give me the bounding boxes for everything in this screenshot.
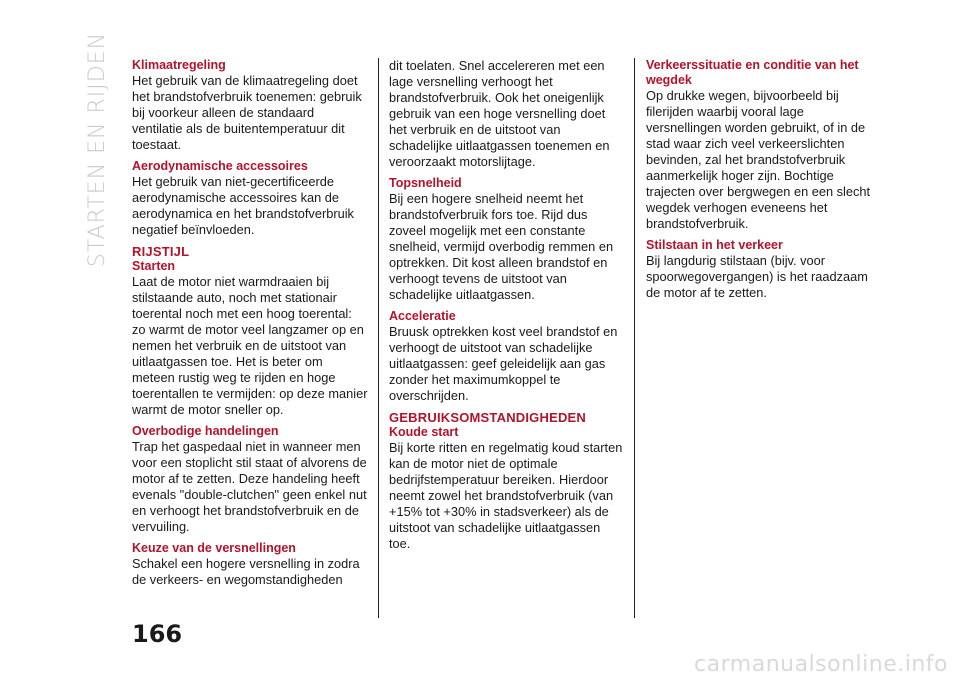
section-text: Bruusk optrekken kost veel brandstof en verhoogt de uitstoot van schadelijke uitlaatgassen: geef geleidelijk aan gas zonder het maximumkoppel te overschrijden. [389,324,618,403]
section-keuze-versnellingen [132,541,368,588]
section-title: Overbodige handelingen [132,424,279,438]
section-title: Topsnelheid [389,176,462,190]
section-text: Het gebruik van de klimaatregeling doet het brandstofverbruik toenemen: gebruik bij voorkeur alleen de standaard ventilatie als de buitentemperatuur dit toestaat. [132,73,362,152]
section-verkeerssituatie [646,58,874,232]
chapter-heading-rijstijl: RIJSTIJL [132,244,190,259]
section-starten [132,259,368,418]
chapter-side-tab [78,31,118,267]
section-title: Keuze van de versnellingen [132,541,296,555]
section-koude-start [389,425,625,552]
section-text: Bij langdurig stilstaan (bijv. voor spoorwegovergangen) is het raadzaam de motor af te zetten. [646,253,868,300]
section-title: Starten [132,259,176,273]
section-title: Klimaatregeling [132,58,226,72]
section-title: Acceleratie [389,309,456,323]
section-aerodynamische-accessoires [132,159,368,238]
section-text: Trap het gaspedaal niet in wanneer men voor een stoplicht stil staat of alvorens de motor af te zetten. Deze handeling heeft evenals "double-clutchen" geen enkel nut en verhoogt het brandstofverbruik en de vervuiling. [132,439,367,534]
chapter-heading-gebruiksomstandigheden: GEBRUIKSOMSTANDIGHEDEN [389,410,587,425]
page-number: 166 [132,620,183,648]
section-title: Koude start [389,425,459,439]
column-2 [389,58,625,558]
column-divider-2 [634,58,635,618]
section-text: Bij een hogere snelheid neemt het brandstofverbruik fors toe. Rijd dus zoveel mogelijk met een constante snelheid, vermijd overbodig remmen en optrekken. Dit kost alleen brandstof en verhoogt tevens de uitstoot van schadelijke uitlaatgassen. [389,191,614,302]
section-topsnelheid [389,176,625,303]
column-divider-1 [378,58,379,618]
section-text: Het gebruik van niet-gecertificeerde aerodynamische accessoires kan de aerodynamica en het brandstofverbruik negatief beïnvloeden. [132,174,354,237]
section-stilstaan-verkeer [646,238,874,301]
section-text: Schakel een hogere versnelling in zodra de verkeers- en wegomstandigheden [132,556,360,587]
section-text: Laat de motor niet warmdraaien bij stilstaande auto, noch met stationair toerental noch met een hoog toerental: zo warmt de motor veel langzamer op en nemen het verbruik en de uitstoot van uitlaatgassen toe. Het is beter om meteen rustig weg te rijden en hoge toerentallen te vermijden: op deze manier warmt de motor sneller op. [132,274,368,417]
section-overbodige-handelingen [132,424,368,535]
section-title: Verkeerssituatie en conditie van het wegdek [646,58,859,87]
section-klimaatregeling [132,58,368,153]
section-text: dit toelaten. Snel accelereren met een lage versnelling verhoogt het brandstofverbruik. Ook het oneigenlijk gebruik van een hoge versnelling doet het verbruik en de uitstoot van schadelijke uitlaatgassen toenemen en veroorzaakt motorslijtage. [389,58,610,169]
section-text: Bij korte ritten en regelmatig koud starten kan de motor niet de optimale bedrijfstemperatuur bereiken. Hierdoor neemt zowel het brandstofverbruik (van +15% tot +30% in stadsverkeer) als de uitstoot van schadelijke uitlaatgassen toe. [389,440,623,551]
section-acceleratie [389,309,625,404]
section-versnellingen-continued [389,58,625,170]
column-3 [646,58,874,307]
section-title: Aerodynamische accessoires [132,159,308,173]
section-text: Op drukke wegen, bijvoorbeeld bij filerijden waarbij vooral lage versnellingen worden gebruikt, of in de stad waar zich veel verkeerslichten bevinden, zal het brandstofverbruik aanmerkelijk hoger zijn. Bochtige trajecten over bergwegen en een slecht wegdek verhogen eveneens het brandstofverbruik. [646,88,871,231]
column-1 [132,58,368,594]
section-title: Stilstaan in het verkeer [646,238,783,252]
chapter-side-tab-label: STARTEN EN RIJDEN [85,31,111,267]
watermark: carmanualsonline.info [694,652,948,677]
